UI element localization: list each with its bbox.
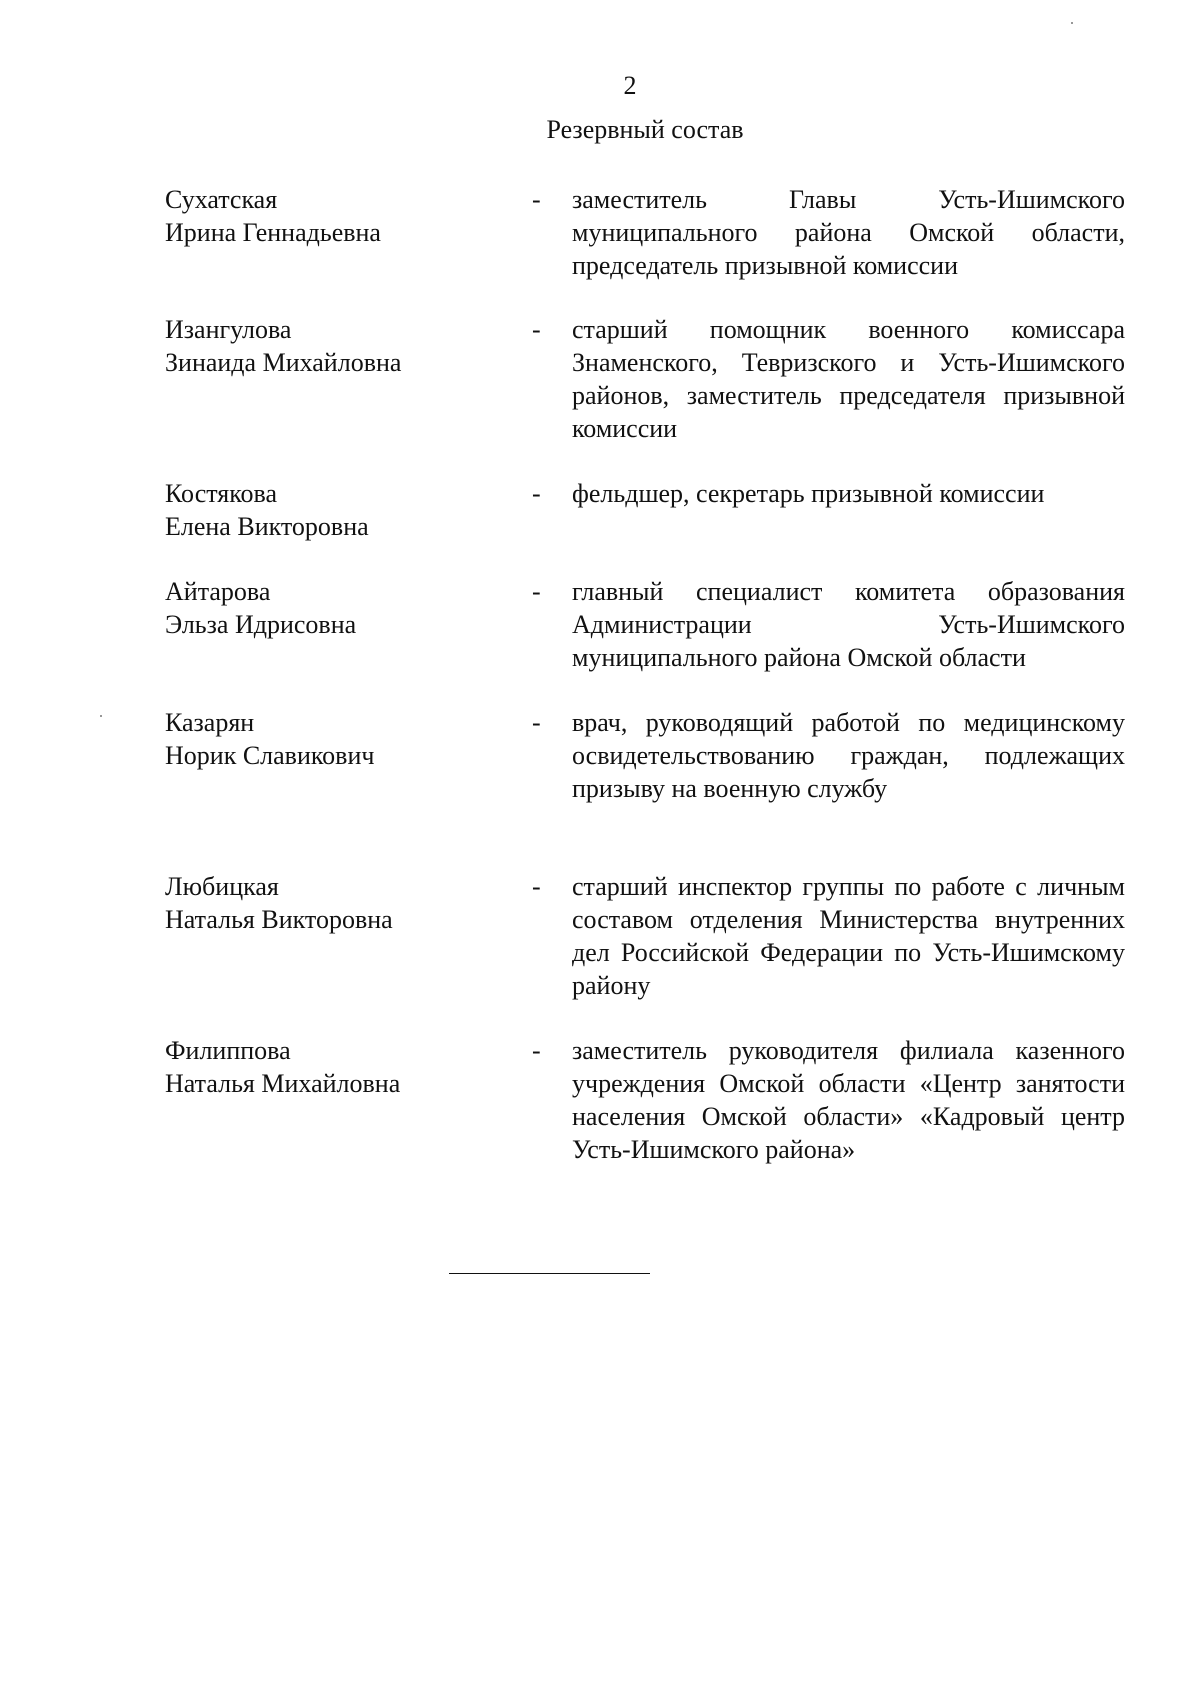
member-dash: - [532,479,541,508]
closing-rule [449,1273,650,1274]
member-role: фельдшер, секретарь призывной комиссии [572,479,1045,508]
member-given-names: Норик Славикович [165,741,375,770]
member-dash: - [532,872,541,901]
member-surname: Айтарова [165,577,271,606]
member-role: заместитель Главы Усть-Ишимского муниципального района Омской области, председатель призывной комиссии [572,185,1125,280]
scan-speck [1071,22,1073,24]
member-name [165,477,525,543]
member-surname: Любицкая [165,872,279,901]
member-name [165,575,525,641]
scan-speck [100,715,102,717]
member-role: врач, руководящий работой по медицинскому освидетельствованию граждан, подлежащих призыву на военную службу [572,708,1125,803]
member-role: заместитель руководителя филиала казенного учреждения Омской области «Центр занятости населения Омской области» «Кадровый центр Усть-Ишимского района» [572,1036,1125,1164]
member-dash: - [532,1036,541,1065]
member-given-names: Зинаида Михайловна [165,348,402,377]
page-number: 2 [623,71,637,100]
member-dash: - [532,577,541,606]
member-given-names: Наталья Викторовна [165,905,393,934]
member-name [165,706,525,772]
member-role: старший инспектор группы по работе с личным составом отделения Министерства внутренних дел Российской Федерации по Усть-Ишимскому району [572,872,1125,1000]
member-surname: Филиппова [165,1036,291,1065]
member-given-names: Елена Викторовна [165,512,369,541]
member-dash: - [532,315,541,344]
member-name [165,313,525,379]
member-surname: Казарян [165,708,255,737]
member-dash: - [532,708,541,737]
member-given-names: Эльза Идрисовна [165,610,357,639]
member-given-names: Наталья Михайловна [165,1069,401,1098]
member-role: главный специалист комитета образования Администрации Усть-Ишимского муниципального района Омской области [572,577,1125,672]
member-name [165,1034,525,1100]
member-dash: - [532,185,541,214]
member-surname: Костякова [165,479,277,508]
member-role: старший помощник военного комиссара Знаменского, Тевризского и Усть-Ишимского районов, заместитель председателя призывной комиссии [572,315,1125,443]
member-name [165,870,525,936]
member-name [165,183,525,249]
member-surname: Сухатская [165,185,278,214]
member-surname: Изангулова [165,315,292,344]
member-given-names: Ирина Геннадьевна [165,218,381,247]
section-title: Резервный состав [546,115,744,144]
